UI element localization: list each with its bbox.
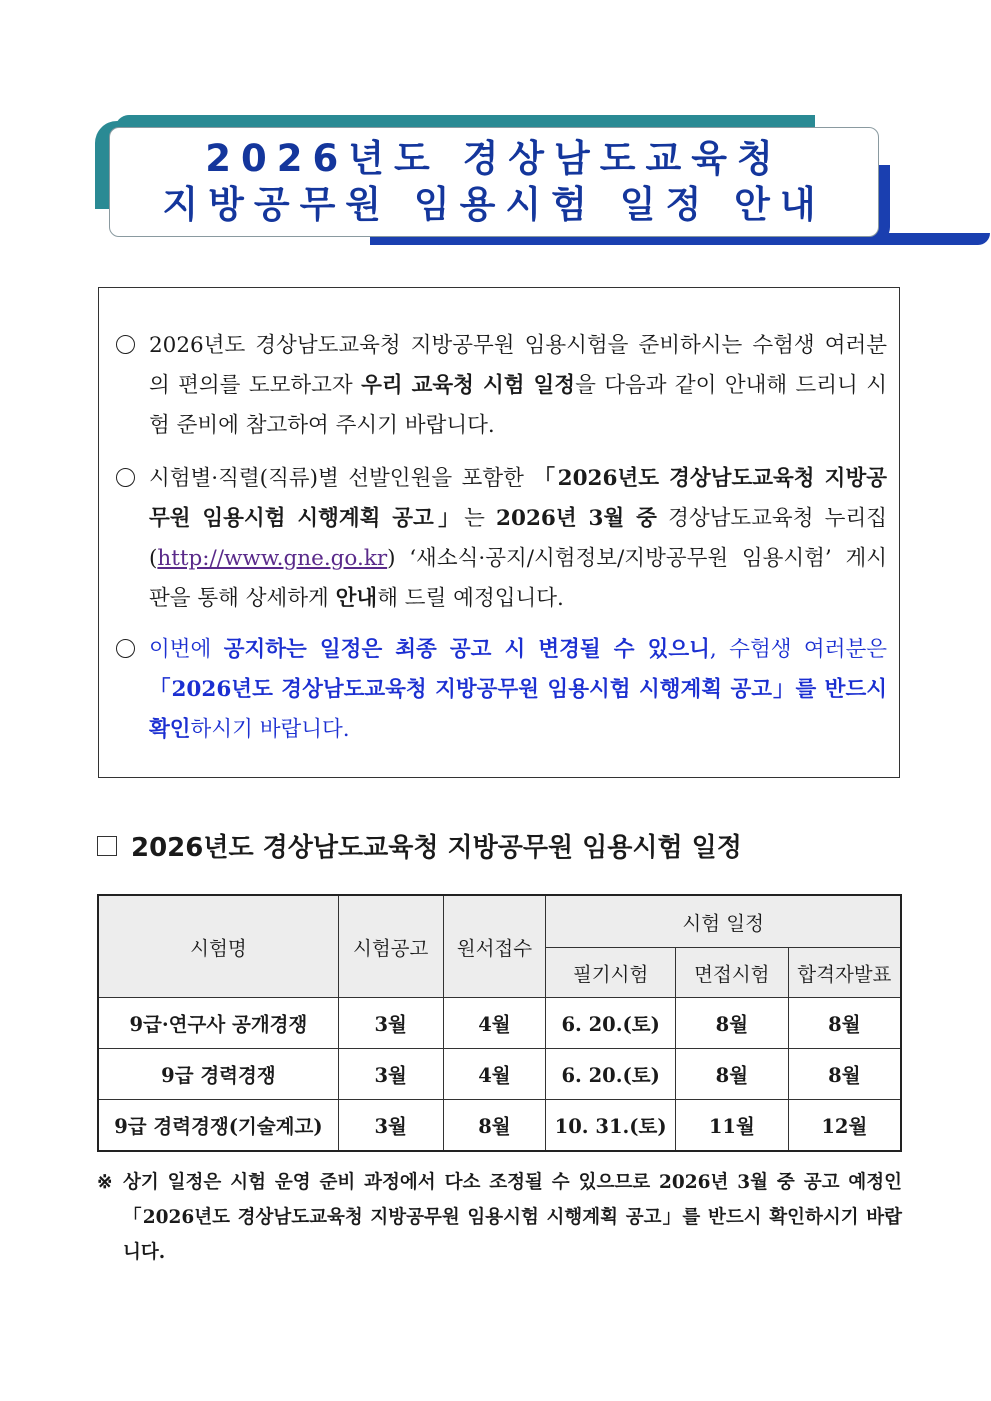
cell-announce: 3월 <box>338 998 443 1049</box>
cell-written: 6. 20.(토) <box>546 1049 676 1100</box>
banner-title-box <box>109 127 879 237</box>
notice-text: ) ‘새소식·공지/시험정보/지방공무원 임용시험’ 게시판을 통해 상세하게 <box>149 546 887 611</box>
cell-exam-name: 9급 경력경쟁(기술계고) <box>98 1100 338 1152</box>
footnote-text: 상기 일정은 시험 운영 준비 과정에서 다소 조정될 수 있으므로 2026년 3월 중 공고 예정인 「2026년도 경상남도교육청 지방공무원 임용시험 시행계획 공고」를 반드시 확인하시기 바랍니다. <box>123 1172 902 1263</box>
footnote-mark: ※ <box>97 1172 113 1193</box>
notice-emphasis: 공지하는 일정은 최종 공고 시 변경될 수 있으니 <box>223 637 710 662</box>
notice-text: 을 다음과 같이 안내해 드리니 시험 준비에 참고하여 주시기 바랍니다. <box>149 373 887 438</box>
page-title-line2: 지방공무원 임용시험 일정 안내 <box>162 183 826 226</box>
table-row <box>98 1100 901 1152</box>
notice-text: 시험별·직렬(직류)별 선발인원을 포함한 <box>149 466 534 491</box>
cell-written: 10. 31.(토) <box>546 1100 676 1152</box>
title-banner <box>95 115 895 250</box>
header-apply: 원서접수 <box>443 895 546 998</box>
notice-text: 하시기 바랍니다. <box>190 717 350 742</box>
notice-text: 는 <box>464 506 497 531</box>
notice-emphasis: 「2026년도 경상남도교육청 지방공무원 임용시험 시행계획 공고」를 반드시 확인 <box>149 677 887 742</box>
cell-exam-name: 9급 경력경쟁 <box>98 1049 338 1100</box>
footnote <box>97 1165 902 1270</box>
notice-text: 이번에 <box>149 637 224 662</box>
cell-interview: 11월 <box>675 1100 788 1152</box>
cell-apply: 8월 <box>443 1100 546 1152</box>
bullet-circle-icon <box>116 335 135 354</box>
cell-apply: 4월 <box>443 1049 546 1100</box>
cell-result: 8월 <box>788 998 901 1049</box>
table-row <box>98 998 901 1049</box>
section-title: 2026년도 경상남도교육청 지방공무원 임용시험 일정 <box>131 833 742 863</box>
cell-result: 8월 <box>788 1049 901 1100</box>
section-heading <box>97 827 742 864</box>
cell-written: 6. 20.(토) <box>546 998 676 1049</box>
header-result: 합격자발표 <box>788 948 901 998</box>
notice-emphasis: 안내 <box>335 586 378 611</box>
notice-paragraph-1 <box>111 326 887 446</box>
cell-exam-name: 9급·연구사 공개경쟁 <box>98 998 338 1049</box>
page-title-line1: 2026년도 경상남도교육청 <box>205 137 783 180</box>
notice-box <box>98 287 900 778</box>
header-written: 필기시험 <box>546 948 676 998</box>
header-interview: 면접시험 <box>675 948 788 998</box>
bullet-circle-icon <box>116 468 135 487</box>
header-announce: 시험공고 <box>338 895 443 998</box>
notice-emphasis: 「2026년도 경상남도교육청 지방공무원 임용시험 시행계획 공고」 <box>149 466 887 531</box>
website-link[interactable]: http://www.gne.go.kr <box>157 546 388 571</box>
table-header-row <box>98 895 901 948</box>
cell-interview: 8월 <box>675 998 788 1049</box>
cell-result: 12월 <box>788 1100 901 1152</box>
notice-text: , 수험생 여러분은 <box>709 637 887 662</box>
cell-announce: 3월 <box>338 1049 443 1100</box>
cell-announce: 3월 <box>338 1100 443 1152</box>
header-schedule: 시험 일정 <box>546 895 901 948</box>
cell-apply: 4월 <box>443 998 546 1049</box>
schedule-table <box>97 894 902 1152</box>
table-row <box>98 1049 901 1100</box>
notice-emphasis: 2026년 3월 중 <box>496 506 657 531</box>
bullet-circle-icon <box>116 639 135 658</box>
notice-paragraph-2 <box>111 459 887 619</box>
header-exam-name: 시험명 <box>98 895 338 998</box>
cell-interview: 8월 <box>675 1049 788 1100</box>
square-bullet-icon <box>97 836 117 856</box>
notice-paragraph-3 <box>111 630 887 750</box>
notice-text: 해 드릴 예정입니다. <box>377 586 564 611</box>
notice-emphasis: 우리 교육청 시험 일정 <box>361 373 576 398</box>
notice-text: 2026년도 경상남도교육청 지방공무원 임용시험을 준비하시는 수험생 여러분의 편의를 도모하고자 <box>149 333 887 398</box>
notice-text: 경상남도교육청 누리집( <box>149 506 887 571</box>
